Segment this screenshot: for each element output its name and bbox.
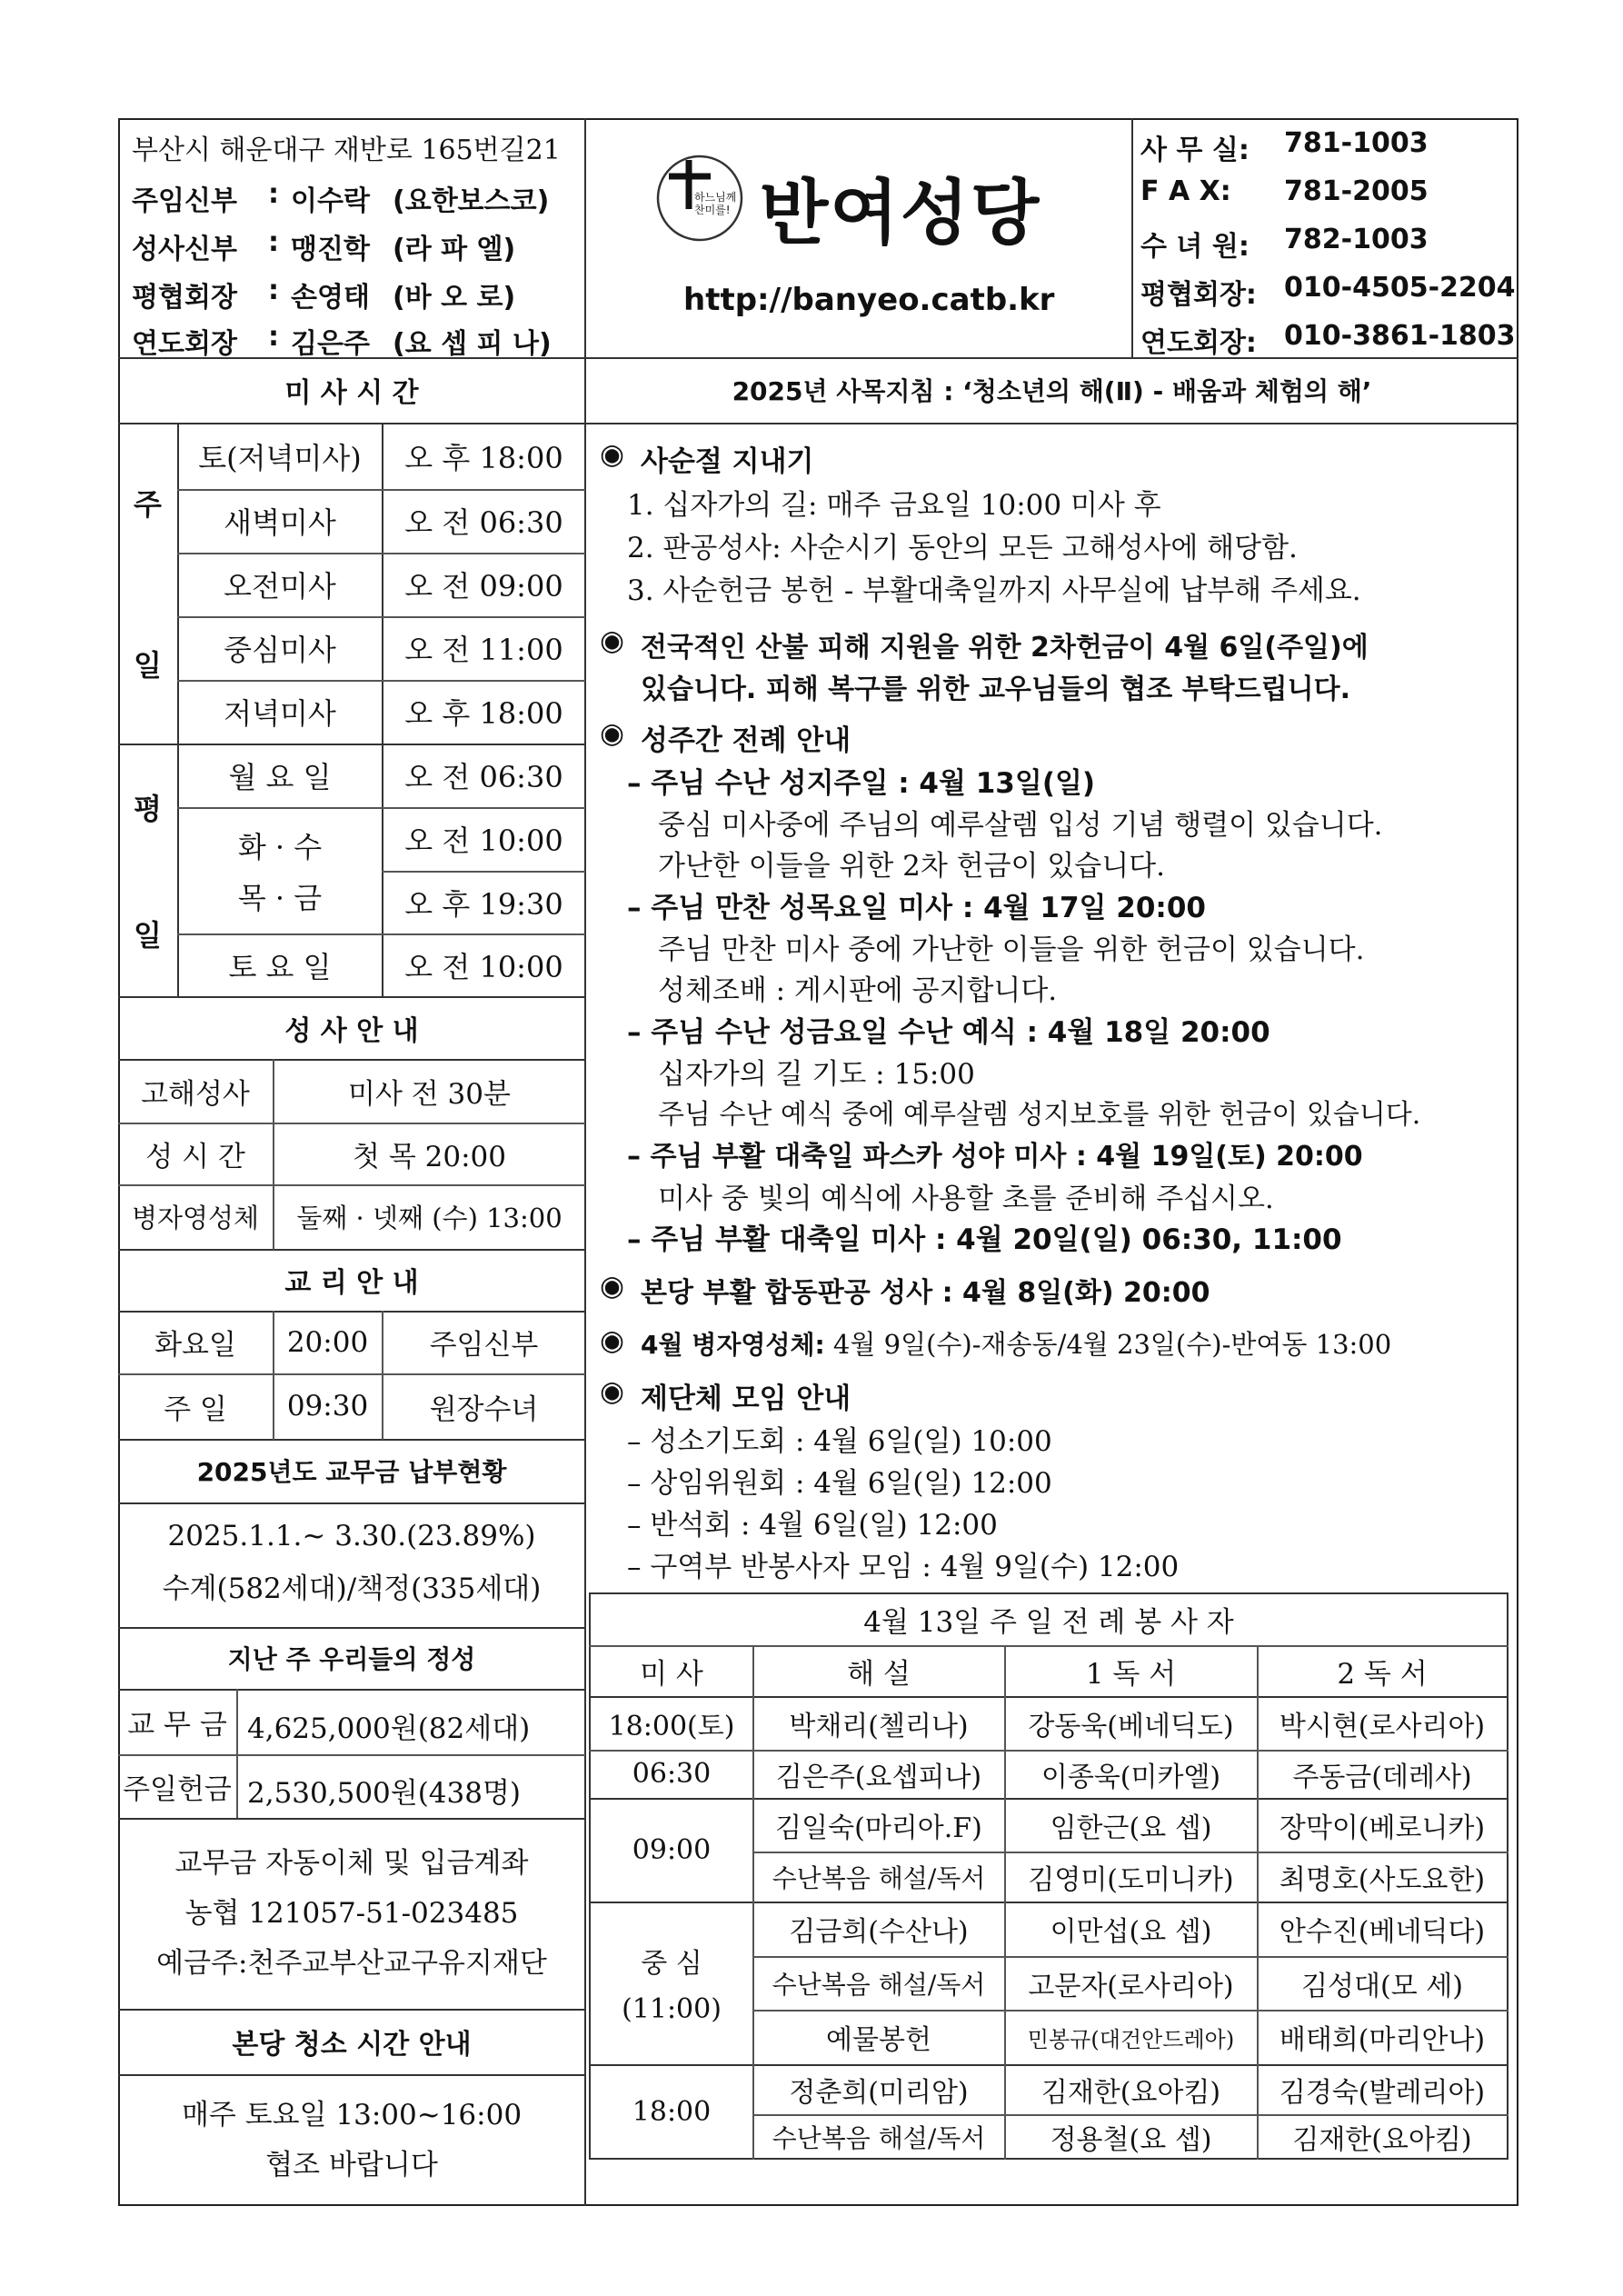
reader1-cell: 민봉규(대건안드레아) (1027, 2026, 1235, 2052)
servers-header: 1 독 서 (1085, 1657, 1177, 1691)
contact-number-5: 010-3861-1803 (1284, 320, 1516, 352)
mass-name: 새벽미사 (224, 505, 336, 540)
cleaning-title: 본당 청소 시간 안내 (232, 2029, 472, 2061)
group-meeting: – 상임위원회 : 4월 6일(일) 12:00 (627, 1467, 1052, 1500)
penance-notice: 본당 부활 합동판공 성사 : 4월 8일(화) 20:00 (641, 1277, 1210, 1309)
offering-value: 2,530,500원(438명) (247, 1777, 522, 1810)
sacrament-name: 성 시 간 (145, 1140, 245, 1173)
offering-name: 교 무 금 (127, 1708, 227, 1742)
weekday-time: 오 후 19:30 (404, 886, 563, 922)
staff-role-1: 주임신부 (132, 185, 237, 217)
divider (236, 1689, 238, 1818)
servers-header: 해 설 (847, 1657, 911, 1691)
bullet-icon: ◉ (600, 717, 625, 750)
holy-thursday-detail: 성체조배 : 게시판에 공지합니다. (658, 974, 1058, 1007)
offering-bearer-cell: 예물봉헌 (826, 2024, 931, 2056)
contact-label-4: 평협회장: (1140, 279, 1257, 311)
sick-communion-label: 4월 병자영성체: (641, 1330, 825, 1360)
commentator-cell: 김일숙(마리아.F) (775, 1812, 982, 1844)
servers-title: 4월 13일 주 일 전 례 봉 사 자 (863, 1605, 1234, 1639)
mass-times-title: 미 사 시 간 (284, 377, 419, 409)
palm-sunday-detail: 가난한 이들을 위한 2차 헌금이 있습니다. (658, 850, 1165, 883)
bank-holder: 예금주:천주교부산교구유지재단 (156, 1946, 547, 1980)
sunday-label-2: 일 (134, 647, 162, 683)
catechism-time: 20:00 (286, 1325, 369, 1359)
mass-time-cell: 18:00(토) (608, 1710, 735, 1742)
staff-name-2: 맹진학 (291, 234, 370, 265)
servers-header: 미 사 (640, 1657, 703, 1691)
mass-time-cell: 18:00 (632, 2096, 712, 2128)
reader2-cell: 박시현(로사리아) (1279, 1710, 1486, 1742)
passion-reader-cell: 수난복음 해설/독서 (772, 1862, 986, 1893)
logo-text: 하느님께 찬미를! (694, 191, 737, 216)
mass-name: 저녁미사 (224, 696, 336, 731)
mass-time-cell: 09:00 (632, 1833, 712, 1866)
good-friday-title: – 주님 수난 성금요일 수난 예식 : 4월 18일 20:00 (627, 1016, 1270, 1049)
reader2-cell: 최명호(사도요한) (1279, 1863, 1486, 1896)
divider (118, 2074, 585, 2076)
reader2-cell: 주동금(데레사) (1292, 1761, 1472, 1793)
website-link[interactable]: http://banyeo.catb.kr (683, 282, 1055, 318)
bank-account: 농협 121057-51-023485 (184, 1896, 519, 1930)
easter-vigil-detail: 미사 중 빛의 예식에 사용할 초를 준비해 주십시오. (658, 1183, 1274, 1215)
sunday-label-1: 주 (134, 487, 162, 523)
lent-item: 2. 판공성사: 사순시기 동안의 모든 고해성사에 해당함. (627, 532, 1298, 564)
weekday-name: 월 요 일 (228, 760, 332, 794)
group-meeting: – 구역부 반봉사자 모임 : 4월 9일(수) 12:00 (627, 1551, 1180, 1583)
staff-baptismal-2: (라 파 엘) (393, 234, 516, 265)
catechism-day: 주 일 (164, 1393, 227, 1426)
reader1-cell: 정용철(요 셉) (1050, 2124, 1212, 2156)
mass-time-cell: 06:30 (632, 1758, 712, 1790)
staff-name-3: 손영태 (291, 282, 370, 314)
divider (118, 1818, 585, 1820)
staff-name-1: 이수락 (291, 185, 370, 217)
mass-time-line1: 중 심 (641, 1948, 702, 1980)
contact-label-2: F A X: (1140, 175, 1231, 207)
weekday-name-line2: 목 · 금 (237, 880, 323, 915)
contact-label-3: 수 녀 원: (1140, 231, 1250, 263)
weekday-name (178, 807, 382, 933)
address: 부산시 해운대구 재반로 165번길21 (132, 135, 561, 166)
reader1-cell: 이만섭(요 셉) (1050, 1916, 1212, 1948)
passion-reader-cell: 수난복음 해설/독서 (772, 1969, 986, 2000)
weekday-name: 토 요 일 (228, 949, 332, 984)
mass-time: 오 후 18:00 (404, 696, 563, 731)
divider (118, 1502, 585, 1504)
dues-title: 2025년도 교무금 납부현황 (196, 1457, 507, 1487)
mass-time: 오 후 18:00 (404, 440, 563, 475)
sacrament-name: 병자영성체 (131, 1203, 260, 1233)
staff-baptismal-3: (바 오 로) (393, 282, 516, 314)
church-name: 반여성당 (760, 173, 1041, 255)
reader2-cell: 김재한(요아킴) (1292, 2124, 1472, 2156)
reader1-cell: 김재한(요아킴) (1041, 2076, 1221, 2109)
cleaning-time: 매주 토요일 13:00~16:00 (181, 2098, 523, 2131)
contact-number-4: 010-4505-2204 (1284, 272, 1516, 304)
palm-sunday-title: – 주님 수난 성지주일 : 4월 13일(일) (627, 767, 1096, 800)
commentator-cell: 김금희(수산나) (789, 1916, 969, 1948)
sacraments-title: 성 사 안 내 (284, 1014, 419, 1047)
reader1-cell: 임한근(요 셉) (1050, 1812, 1212, 1844)
mass-time-cell (591, 1902, 752, 2064)
sacrament-value: 미사 전 30분 (348, 1077, 511, 1111)
sick-communion-text: 4월 9일(수)-재송동/4월 23일(수)-반여동 13:00 (824, 1329, 1392, 1360)
offering-value: 4,625,000원(82세대) (247, 1712, 531, 1745)
cleaning-request: 협조 바랍니다 (265, 2148, 438, 2181)
catechism-day: 화요일 (154, 1329, 236, 1362)
reader2-cell: 안수진(베네딕다) (1279, 1916, 1486, 1948)
staff-role-2: 성사신부 (132, 234, 237, 265)
mass-time-line2: (11:00) (622, 1993, 722, 2025)
contact-number-2: 781-2005 (1284, 175, 1429, 207)
contact-label-5: 연도회장: (1140, 327, 1257, 359)
holy-week-title: 성주간 전례 안내 (641, 724, 851, 757)
bullet-icon: ◉ (600, 1375, 625, 1408)
holy-thursday-title: – 주님 만찬 성목요일 미사 : 4월 17일 20:00 (627, 892, 1206, 924)
reader2-cell: 장막이(베로니카) (1279, 1812, 1486, 1844)
catechism-teacher: 원장수녀 (429, 1393, 539, 1426)
weekday-label-2: 일 (134, 917, 162, 953)
contact-label-1: 사 무 실: (1140, 135, 1250, 166)
sunday-label (118, 423, 177, 744)
dues-households: 수계(582세대)/책정(335세대) (162, 1572, 542, 1605)
mass-time: 오 전 06:30 (404, 505, 563, 540)
commentator-cell: 정춘희(미리암) (789, 2076, 969, 2109)
easter-sunday-title: – 주님 부활 대축일 미사 : 4월 20일(일) 06:30, 11:00 (627, 1223, 1342, 1256)
staff-baptismal-4: (요 셉 피 나) (393, 328, 552, 360)
good-friday-detail: 십자가의 길 기도 : 15:00 (658, 1058, 975, 1091)
easter-vigil-title: – 주님 부활 대축일 파스카 성야 미사 : 4월 19일(토) 20:00 (627, 1141, 1363, 1173)
weekday-time: 오 전 10:00 (404, 824, 563, 858)
weekday-label (118, 744, 177, 996)
reader1-cell: 강동욱(베네딕도) (1028, 1710, 1234, 1742)
servers-header: 2 독 서 (1337, 1657, 1428, 1691)
pastoral-theme: 2025년 사목지침 : ‘청소년의 해(Ⅱ) - 배움과 체험의 해’ (732, 376, 1372, 406)
bullet-icon: ◉ (600, 438, 625, 471)
staff-baptismal-1: (요한보스코) (393, 185, 550, 217)
reader1-cell: 고문자(로사리아) (1028, 1970, 1234, 2002)
reader1-cell: 이종욱(미카엘) (1041, 1761, 1221, 1793)
good-friday-detail: 주님 수난 예식 중에 예루살렘 성지보호를 위한 헌금이 있습니다. (658, 1099, 1421, 1131)
weekday-time: 오 전 10:00 (404, 949, 563, 984)
offerings-title: 지난 주 우리들의 정성 (227, 1644, 476, 1674)
wildfire-notice-2: 있습니다. 피해 복구를 위한 교우님들의 협조 부탁드립니다. (641, 674, 1350, 705)
contact-number-3: 782-1003 (1284, 224, 1429, 255)
sacrament-value: 첫 목 20:00 (353, 1140, 506, 1173)
staff-name-4: 김은주 (291, 328, 370, 360)
weekday-label-1: 평 (134, 791, 162, 826)
contact-number-1: 781-1003 (1284, 127, 1429, 159)
bullet-icon: ◉ (600, 1270, 625, 1303)
passion-reader-cell: 수난복음 해설/독서 (772, 2123, 986, 2153)
sacrament-name: 고해성사 (141, 1077, 250, 1111)
catechism-time: 09:30 (286, 1390, 369, 1423)
reader2-cell: 김성대(모 세) (1301, 1970, 1463, 2002)
bullet-icon: ◉ (600, 624, 625, 657)
reader1-cell: 김영미(도미니카) (1028, 1863, 1234, 1896)
staff-role-4: 연도회장 (132, 328, 237, 360)
reader2-cell: 배태희(마리안나) (1279, 2024, 1486, 2056)
reader2-cell: 김경숙(발레리아) (1279, 2076, 1486, 2109)
commentator-cell: 박채리(첼리나) (789, 1710, 969, 1742)
mass-time: 오 전 11:00 (404, 633, 563, 667)
weekday-time: 오 전 06:30 (404, 760, 563, 794)
group-meeting: – 반석회 : 4월 6일(일) 12:00 (627, 1509, 998, 1542)
lent-item: 1. 십자가의 길: 매주 금요일 10:00 미사 후 (627, 489, 1161, 522)
groups-title: 제단체 모임 안내 (641, 1383, 851, 1415)
bullet-icon: ◉ (600, 1324, 625, 1357)
mass-name: 중심미사 (224, 633, 336, 667)
offering-name: 주일헌금 (123, 1772, 232, 1806)
bank-title: 교무금 자동이체 및 입금계좌 (174, 1846, 529, 1880)
lent-item: 3. 사순헌금 봉헌 - 부활대축일까지 사무실에 납부해 주세요. (627, 574, 1361, 607)
contact-divider (1131, 118, 1133, 358)
mass-name: 오전미사 (224, 569, 336, 604)
weekday-name-line1: 화 · 수 (237, 829, 323, 864)
staff-role-3: 평협회장 (132, 282, 237, 314)
holy-thursday-detail: 주님 만찬 미사 중에 가난한 이들을 위한 헌금이 있습니다. (658, 933, 1365, 966)
group-meeting: – 성소기도회 : 4월 6일(일) 10:00 (627, 1425, 1052, 1458)
commentator-cell: 김은주(요셉피나) (775, 1761, 982, 1793)
lent-title: 사순절 지내기 (641, 445, 814, 478)
dues-period: 2025.1.1.~ 3.30.(23.89%) (167, 1519, 536, 1552)
mass-time: 오 전 09:00 (404, 569, 563, 604)
wildfire-notice-1: 전국적인 산불 피해 지원을 위한 2차헌금이 4월 6일(주일)에 (641, 632, 1369, 664)
church-logo (654, 153, 745, 244)
sick-communion-notice (641, 1324, 1391, 1362)
catechism-title: 교 리 안 내 (284, 1267, 419, 1299)
palm-sunday-detail: 중심 미사중에 주님의 예루살렘 입성 기념 행렬이 있습니다. (658, 809, 1383, 842)
mass-name: 토(저녁미사) (198, 440, 362, 475)
catechism-teacher: 주임신부 (429, 1329, 539, 1362)
sacrament-value: 둘째 · 넷째 (수) 13:00 (296, 1203, 563, 1233)
